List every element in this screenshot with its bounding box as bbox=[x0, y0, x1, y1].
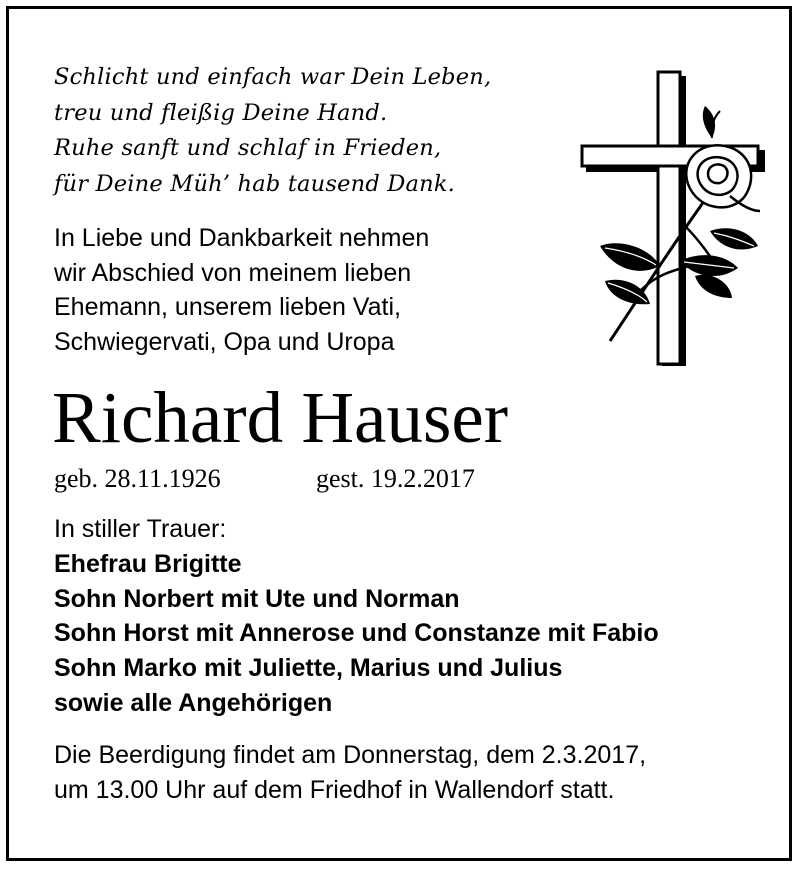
mourner-entry: Ehefrau Brigitte bbox=[54, 549, 242, 578]
poem-line: Ruhe sanft und schlaf in Frieden, bbox=[54, 135, 442, 161]
funeral-info bbox=[54, 738, 646, 807]
mourning-heading: In stiller Trauer: bbox=[54, 515, 227, 543]
mourner-entry: Sohn Norbert mit Ute und Norman bbox=[54, 584, 460, 613]
mourner-entry: Sohn Horst mit Annerose und Constanze mit Fabio bbox=[54, 619, 659, 648]
deceased-name: Richard Hauser bbox=[52, 377, 509, 458]
intro-text bbox=[54, 221, 429, 359]
poem bbox=[54, 60, 491, 202]
mourner-entry: sowie alle Angehörigen bbox=[54, 688, 333, 717]
poem-line: treu und fleißig Deine Hand. bbox=[54, 99, 388, 126]
intro-line: Schwiegervati, Opa und Uropa bbox=[54, 327, 395, 356]
poem-line: für Deine Müh’ hab tausend Dank. bbox=[54, 170, 456, 197]
intro-line: In Liebe und Dankbarkeit nehmen bbox=[54, 224, 430, 252]
cross-with-rose-icon bbox=[580, 66, 765, 366]
life-dates bbox=[54, 462, 475, 496]
intro-line: Ehemann, unserem lieben Vati, bbox=[54, 293, 401, 321]
funeral-line: Die Beerdigung findet am Donnerstag, dem 2.3.2017, bbox=[54, 741, 647, 769]
poem-line: Schlicht und einfach war Dein Leben, bbox=[54, 64, 492, 90]
death-date: gest. 19.2.2017 bbox=[316, 464, 475, 493]
intro-line: wir Abschied von meinem lieben bbox=[54, 258, 412, 287]
mourners-list bbox=[54, 512, 659, 721]
funeral-line: um 13.00 Uhr auf dem Friedhof in Wallendorf statt. bbox=[54, 775, 615, 804]
mourner-entry: Sohn Marko mit Juliette, Marius und Julius bbox=[54, 654, 563, 683]
birth-date: geb. 28.11.1926 bbox=[54, 464, 221, 493]
